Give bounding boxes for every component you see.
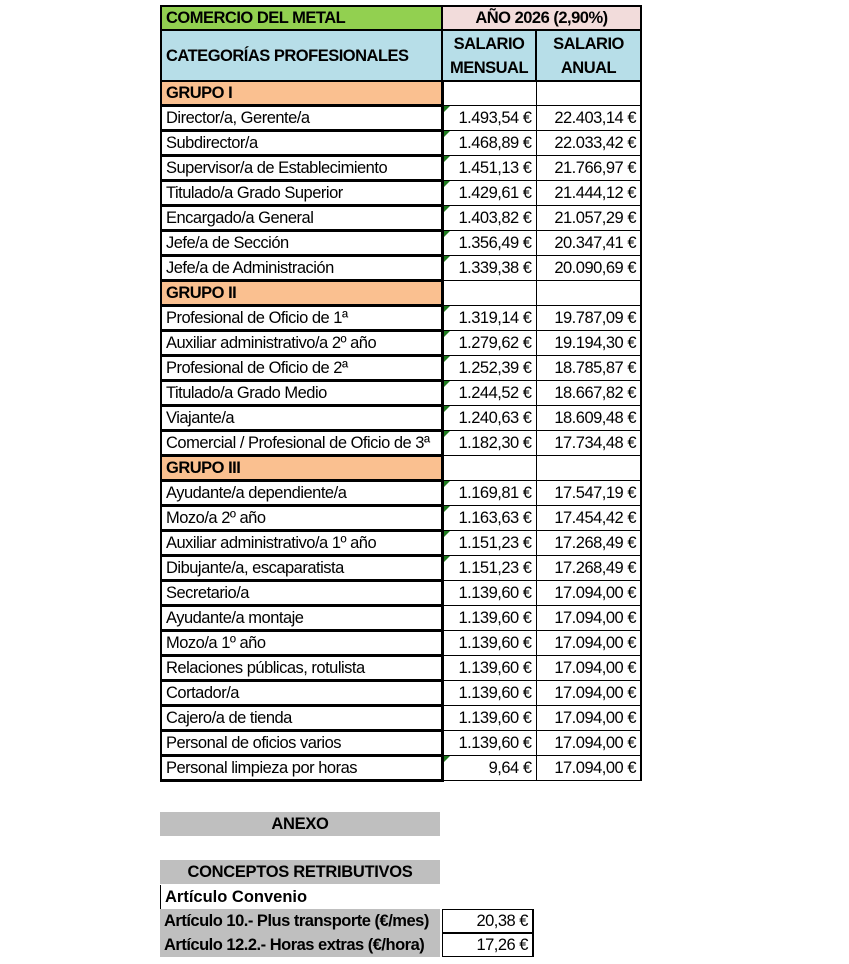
monthly-salary-cell[interactable]: 9,64 € xyxy=(442,756,536,781)
annual-salary-cell[interactable]: 20.347,41 € xyxy=(536,231,641,256)
monthly-salary-cell[interactable]: 1.493,54 € xyxy=(442,106,536,131)
category-cell[interactable]: Jefe/a de Administración xyxy=(161,256,442,281)
category-cell[interactable]: Personal limpieza por horas xyxy=(161,756,442,781)
annual-salary-cell[interactable]: 18.785,87 € xyxy=(536,356,641,381)
empty-cell[interactable] xyxy=(442,456,536,481)
annual-salary-cell[interactable]: 17.094,00 € xyxy=(536,756,641,781)
table-row xyxy=(161,681,641,706)
table-row xyxy=(161,431,641,456)
group-label[interactable]: GRUPO I xyxy=(161,81,442,106)
monthly-salary-cell[interactable]: 1.139,60 € xyxy=(442,631,536,656)
table-row xyxy=(161,131,641,156)
article-row xyxy=(160,933,640,957)
category-cell[interactable]: Auxiliar administrativo/a 1º año xyxy=(161,531,442,556)
table-row xyxy=(161,381,641,406)
monthly-salary-cell[interactable]: 1.319,14 € xyxy=(442,306,536,331)
table-row xyxy=(161,706,641,731)
annual-salary-cell[interactable]: 21.444,12 € xyxy=(536,181,641,206)
annex-title[interactable]: ANEXO xyxy=(160,812,440,836)
annual-salary-cell[interactable]: 17.094,00 € xyxy=(536,681,641,706)
table-row xyxy=(161,581,641,606)
category-cell[interactable]: Cortador/a xyxy=(161,681,442,706)
empty-cell[interactable] xyxy=(442,81,536,106)
group-row xyxy=(161,281,641,306)
table-row xyxy=(161,156,641,181)
group-row xyxy=(161,456,641,481)
annual-salary-cell[interactable]: 19.787,09 € xyxy=(536,306,641,331)
monthly-salary-cell[interactable]: 1.151,23 € xyxy=(442,556,536,581)
category-cell[interactable]: Mozo/a 2º año xyxy=(161,506,442,531)
salary-sheet xyxy=(160,5,642,782)
monthly-salary-cell[interactable]: 1.163,63 € xyxy=(442,506,536,531)
monthly-salary-cell[interactable]: 1.240,63 € xyxy=(442,406,536,431)
category-cell[interactable]: Titulado/a Grado Superior xyxy=(161,181,442,206)
annual-salary-cell[interactable]: 21.766,97 € xyxy=(536,156,641,181)
table-row xyxy=(161,481,641,506)
annual-salary-cell[interactable]: 17.547,19 € xyxy=(536,481,641,506)
monthly-salary-cell[interactable]: 1.468,89 € xyxy=(442,131,536,156)
category-cell[interactable]: Profesional de Oficio de 2ª xyxy=(161,356,442,381)
table-row xyxy=(161,531,641,556)
monthly-salary-cell[interactable]: 1.139,60 € xyxy=(442,731,536,756)
empty-cell[interactable] xyxy=(536,81,641,106)
monthly-salary-cell[interactable]: 1.139,60 € xyxy=(442,606,536,631)
monthly-salary-cell[interactable]: 1.252,39 € xyxy=(442,356,536,381)
monthly-salary-cell[interactable]: 1.356,49 € xyxy=(442,231,536,256)
table-row xyxy=(161,556,641,581)
table-row xyxy=(161,181,641,206)
monthly-salary-cell[interactable]: 1.169,81 € xyxy=(442,481,536,506)
category-cell[interactable]: Auxiliar administrativo/a 2º año xyxy=(161,331,442,356)
annual-salary-cell[interactable]: 18.667,82 € xyxy=(536,381,641,406)
table-row xyxy=(161,731,641,756)
category-cell[interactable]: Supervisor/a de Establecimiento xyxy=(161,156,442,181)
col-header-annual-l2: ANUAL xyxy=(560,58,617,77)
category-cell[interactable]: Titulado/a Grado Medio xyxy=(161,381,442,406)
annual-salary-cell[interactable]: 17.268,49 € xyxy=(536,556,641,581)
annual-salary-cell[interactable]: 18.609,48 € xyxy=(536,406,641,431)
group-label[interactable]: GRUPO II xyxy=(161,281,442,306)
category-cell[interactable]: Encargado/a General xyxy=(161,206,442,231)
annual-salary-cell[interactable]: 21.057,29 € xyxy=(536,206,641,231)
category-cell[interactable]: Subdirector/a xyxy=(161,131,442,156)
table-row xyxy=(161,356,641,381)
category-cell[interactable]: Profesional de Oficio de 1ª xyxy=(161,306,442,331)
annual-salary-cell[interactable]: 17.094,00 € xyxy=(536,731,641,756)
empty-cell[interactable] xyxy=(536,281,641,306)
sheet-title[interactable]: COMERCIO DEL METAL xyxy=(161,6,442,30)
table-row xyxy=(161,106,641,131)
annual-salary-cell[interactable]: 17.734,48 € xyxy=(536,431,641,456)
table-row xyxy=(161,606,641,631)
category-cell[interactable]: Cajero/a de tienda xyxy=(161,706,442,731)
category-cell[interactable]: Viajante/a xyxy=(161,406,442,431)
col-header-monthly-l1: SALARIO xyxy=(453,34,525,53)
monthly-salary-cell[interactable]: 1.244,52 € xyxy=(442,381,536,406)
category-cell[interactable]: Secretario/a xyxy=(161,581,442,606)
article-row xyxy=(160,909,640,933)
annual-salary-cell[interactable]: 17.094,00 € xyxy=(536,581,641,606)
concepts-section xyxy=(160,860,440,884)
monthly-salary-cell[interactable]: 1.451,13 € xyxy=(442,156,536,181)
article-header[interactable]: Artículo Convenio xyxy=(160,885,440,909)
monthly-salary-cell[interactable]: 1.339,38 € xyxy=(442,256,536,281)
empty-cell[interactable] xyxy=(536,456,641,481)
group-row xyxy=(161,81,641,106)
table-row xyxy=(161,506,641,531)
concepts-title[interactable]: CONCEPTOS RETRIBUTIVOS xyxy=(160,860,440,884)
table-row xyxy=(161,406,641,431)
col-header-monthly-l2: MENSUAL xyxy=(449,58,529,77)
monthly-salary-cell[interactable]: 1.139,60 € xyxy=(442,681,536,706)
header-row xyxy=(161,30,641,81)
article-value[interactable]: 17,26 € xyxy=(442,933,534,957)
annex-section xyxy=(160,812,440,836)
monthly-salary-cell[interactable]: 1.139,60 € xyxy=(442,656,536,681)
table-row xyxy=(161,206,641,231)
table-row xyxy=(161,656,641,681)
monthly-salary-cell[interactable]: 1.139,60 € xyxy=(442,706,536,731)
monthly-salary-cell[interactable]: 1.182,30 € xyxy=(442,431,536,456)
category-cell[interactable]: Relaciones públicas, rotulista xyxy=(161,656,442,681)
table-row xyxy=(161,331,641,356)
title-row xyxy=(161,6,641,30)
col-header-category[interactable]: CATEGORÍAS PROFESIONALES xyxy=(161,30,442,81)
article-value[interactable]: 20,38 € xyxy=(442,909,534,933)
article-label[interactable]: Artículo 12.2.- Horas extras (€/hora) xyxy=(160,933,440,957)
monthly-salary-cell[interactable]: 1.139,60 € xyxy=(442,581,536,606)
category-cell[interactable]: Comercial / Profesional de Oficio de 3ª xyxy=(161,431,442,456)
table-row xyxy=(161,256,641,281)
col-header-annual[interactable] xyxy=(536,30,641,81)
group-label[interactable]: GRUPO III xyxy=(161,456,442,481)
annual-salary-cell[interactable]: 17.094,00 € xyxy=(536,656,641,681)
annual-salary-cell[interactable]: 17.094,00 € xyxy=(536,606,641,631)
annual-salary-cell[interactable]: 19.194,30 € xyxy=(536,331,641,356)
table-row xyxy=(161,756,641,781)
col-header-annual-l1: SALARIO xyxy=(553,34,624,53)
annual-salary-cell[interactable]: 17.094,00 € xyxy=(536,706,641,731)
empty-cell[interactable] xyxy=(442,281,536,306)
annual-salary-cell[interactable]: 22.403,14 € xyxy=(536,106,641,131)
table-row xyxy=(161,631,641,656)
salary-table xyxy=(160,5,642,782)
category-cell[interactable]: Jefe/a de Sección xyxy=(161,231,442,256)
article-label[interactable]: Artículo 10.- Plus transporte (€/mes) xyxy=(160,909,440,933)
annual-salary-cell[interactable]: 17.454,42 € xyxy=(536,506,641,531)
monthly-salary-cell[interactable]: 1.279,62 € xyxy=(442,331,536,356)
category-cell[interactable]: Personal de oficios varios xyxy=(161,731,442,756)
col-header-monthly[interactable] xyxy=(442,30,536,81)
category-cell[interactable]: Ayudante/a dependiente/a xyxy=(161,481,442,506)
category-cell[interactable]: Dibujante/a, escaparatista xyxy=(161,556,442,581)
category-cell[interactable]: Ayudante/a montaje xyxy=(161,606,442,631)
category-cell[interactable]: Director/a, Gerente/a xyxy=(161,106,442,131)
annual-salary-cell[interactable]: 22.033,42 € xyxy=(536,131,641,156)
monthly-salary-cell[interactable]: 1.429,61 € xyxy=(442,181,536,206)
annual-salary-cell[interactable]: 17.268,49 € xyxy=(536,531,641,556)
annual-salary-cell[interactable]: 17.094,00 € xyxy=(536,631,641,656)
monthly-salary-cell[interactable]: 1.151,23 € xyxy=(442,531,536,556)
year-label[interactable]: AÑO 2026 (2,90%) xyxy=(442,6,641,30)
annual-salary-cell[interactable]: 20.090,69 € xyxy=(536,256,641,281)
category-cell[interactable]: Mozo/a 1º año xyxy=(161,631,442,656)
monthly-salary-cell[interactable]: 1.403,82 € xyxy=(442,206,536,231)
table-row xyxy=(161,231,641,256)
table-row xyxy=(161,306,641,331)
